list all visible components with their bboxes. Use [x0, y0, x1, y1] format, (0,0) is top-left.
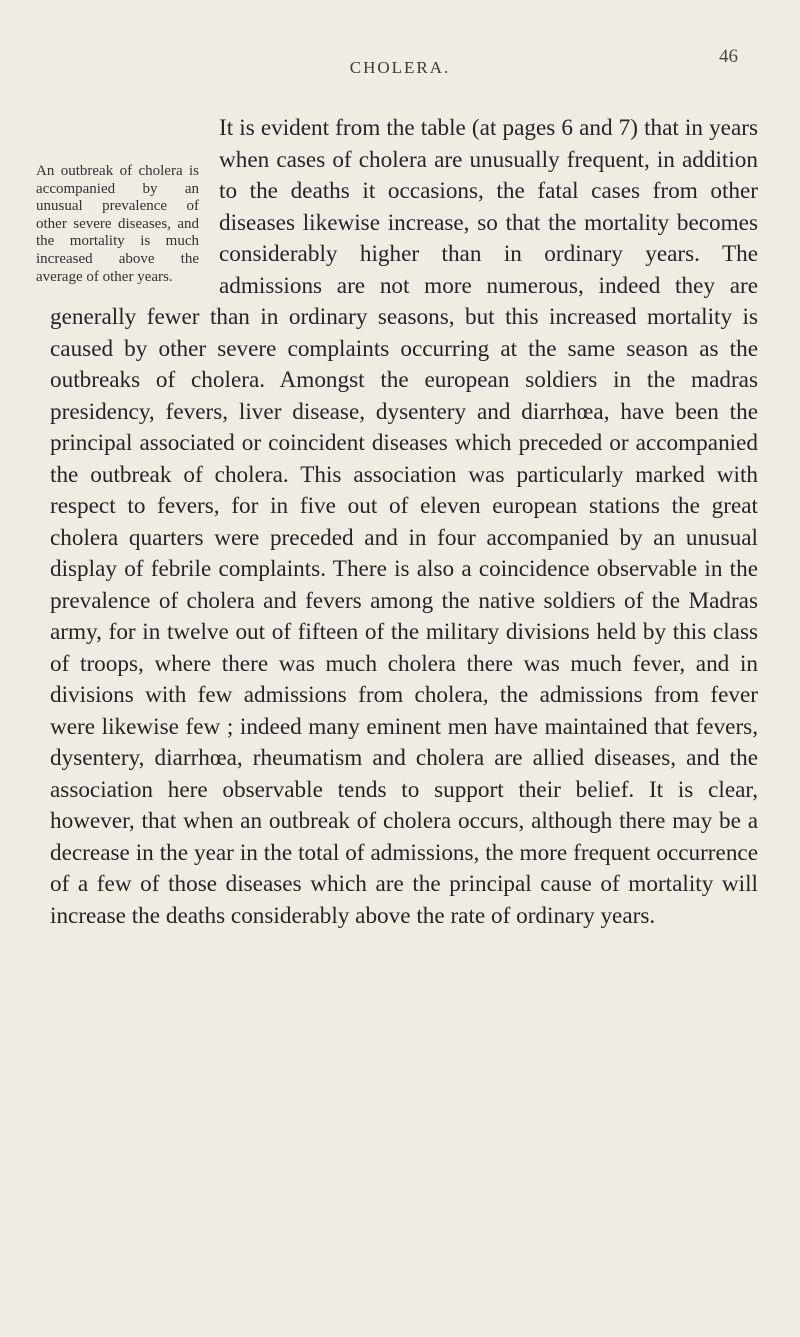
running-head: [0, 46, 800, 88]
margin-note: An outbreak of cholera is accompanied by an unusual prevalence of other severe diseases, and the mortality is much increased above the average of other years.: [36, 163, 199, 285]
running-title: CHOLERA.: [349, 58, 451, 77]
margin-note-space: [50, 113, 219, 302]
body-text: [50, 113, 758, 932]
paragraph: It is evident from the table (at pages 6 and 7) that in years when cases of cholera are unusually frequent, in addition to the deaths it occasions, the fatal cases from other diseases likewise increase, so that the mortality becomes considerably higher than in ordinary years. The admissions are not more numerous, indeed they are generally fewer than in ordinary seasons, but this increased mortality is caused by other severe complaints occurring at the same season as the outbreaks of cholera. Amongst the european soldiers in the madras presidency, fevers, liver disease, dysentery and diarrhœa, have been the principal associated or coincident diseases which preceded or accompanied the outbreak of cholera. This association was particularly marked with respect to fevers, for in five out of eleven european stations the great cholera quarters were preceded and in four accompanied by an unusual display of febrile complaints. There is also a coincidence observable in the prevalence of cholera and fevers among the native soldiers of the Madras army, for in twelve out of fifteen of the military divisions held by this class of troops, where there was much cholera there was much fever, and in divisions with few admissions from cholera, the admissions from fever were likewise few ; indeed many eminent men have maintained that fevers, dysentery, diarrhœa, rheumatism and cholera are allied diseases, and the association here observable tends to support their belief. It is clear, however, that when an outbreak of cholera occurs, although there may be a decrease in the year in the total of admissions, the more frequent occurrence of a few of those diseases which are the principal cause of mortality will increase the deaths considerably above the rate of ordinary years.: [50, 115, 758, 929]
page-number: 46: [719, 46, 738, 67]
